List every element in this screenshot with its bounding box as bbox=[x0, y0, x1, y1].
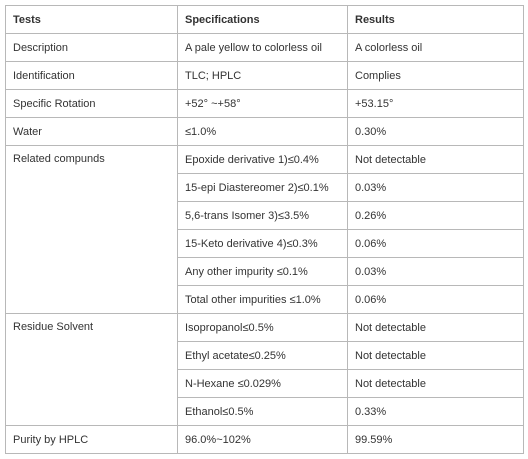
header-specifications: Specifications bbox=[178, 6, 348, 34]
spec-cell: Epoxide derivative 1)≤0.4% bbox=[178, 146, 348, 174]
result-cell: 0.33% bbox=[348, 398, 524, 426]
table-row bbox=[6, 426, 524, 454]
table-row bbox=[6, 90, 524, 118]
result-cell: Not detectable bbox=[348, 146, 524, 174]
test-cell-residue-solvent: Residue Solvent bbox=[6, 314, 178, 426]
spec-cell: 15-Keto derivative 4)≤0.3% bbox=[178, 230, 348, 258]
test-cell: Purity by HPLC bbox=[6, 426, 178, 454]
spec-cell: +52° ~+58° bbox=[178, 90, 348, 118]
result-cell: Not detectable bbox=[348, 342, 524, 370]
test-cell-related-compounds: Related compunds bbox=[6, 146, 178, 314]
test-cell: Identification bbox=[6, 62, 178, 90]
result-cell: 0.30% bbox=[348, 118, 524, 146]
spec-cell: Ethyl acetate≤0.25% bbox=[178, 342, 348, 370]
result-cell: 0.26% bbox=[348, 202, 524, 230]
result-cell: 0.06% bbox=[348, 230, 524, 258]
result-cell: Not detectable bbox=[348, 314, 524, 342]
test-cell: Description bbox=[6, 34, 178, 62]
spec-cell: Total other impurities ≤1.0% bbox=[178, 286, 348, 314]
specifications-table bbox=[5, 5, 524, 454]
test-cell: Specific Rotation bbox=[6, 90, 178, 118]
spec-cell: Isopropanol≤0.5% bbox=[178, 314, 348, 342]
spec-cell: ≤1.0% bbox=[178, 118, 348, 146]
result-cell: +53.15° bbox=[348, 90, 524, 118]
result-cell: 0.03% bbox=[348, 174, 524, 202]
result-cell: 0.06% bbox=[348, 286, 524, 314]
spec-cell: 96.0%~102% bbox=[178, 426, 348, 454]
result-cell: Complies bbox=[348, 62, 524, 90]
result-cell: Not detectable bbox=[348, 370, 524, 398]
table-row bbox=[6, 34, 524, 62]
spec-cell: 5,6-trans Isomer 3)≤3.5% bbox=[178, 202, 348, 230]
spec-cell: TLC; HPLC bbox=[178, 62, 348, 90]
test-cell: Water bbox=[6, 118, 178, 146]
header-tests: Tests bbox=[6, 6, 178, 34]
header-results: Results bbox=[348, 6, 524, 34]
table-header-row bbox=[6, 6, 524, 34]
spec-cell: Ethanol≤0.5% bbox=[178, 398, 348, 426]
spec-cell: 15-epi Diastereomer 2)≤0.1% bbox=[178, 174, 348, 202]
table-row bbox=[6, 146, 524, 174]
table-row bbox=[6, 118, 524, 146]
spec-cell: N-Hexane ≤0.029% bbox=[178, 370, 348, 398]
table-row bbox=[6, 314, 524, 342]
result-cell: 0.03% bbox=[348, 258, 524, 286]
spec-cell: A pale yellow to colorless oil bbox=[178, 34, 348, 62]
result-cell: 99.59% bbox=[348, 426, 524, 454]
result-cell: A colorless oil bbox=[348, 34, 524, 62]
spec-cell: Any other impurity ≤0.1% bbox=[178, 258, 348, 286]
table-row bbox=[6, 62, 524, 90]
